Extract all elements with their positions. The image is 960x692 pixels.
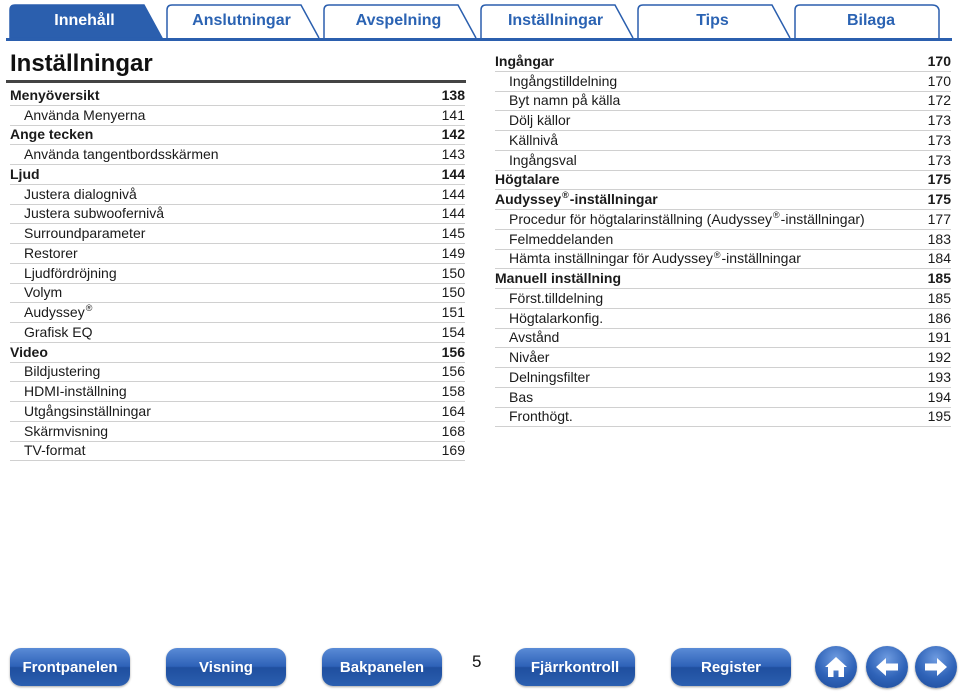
toc-entry-text: Skärmvisning (24, 422, 109, 439)
toc-entry-text: Ljudfördröjning (24, 264, 117, 281)
arrow-left-icon (873, 653, 901, 681)
toc-page-number: 164 (441, 402, 465, 419)
toc-entry-text: Ljud (10, 165, 40, 182)
toc-page-number: 149 (441, 244, 465, 261)
toc-page-number: 192 (927, 349, 951, 365)
toc-page-number: 193 (927, 368, 951, 385)
toc-entry-text: Ingångsval (509, 151, 577, 168)
toc-entry-label (495, 152, 577, 169)
toc-left-column (10, 86, 465, 461)
home-icon (822, 653, 850, 681)
toc-entry[interactable] (495, 388, 951, 408)
toc-entry-label (495, 191, 658, 208)
toc-entry-label (10, 363, 100, 380)
toc-entry-text-suffix: -inställningar (569, 191, 658, 207)
toc-entry[interactable] (10, 106, 465, 126)
toc-entry[interactable] (495, 72, 951, 92)
toc-entry-text: Bas (509, 388, 534, 405)
tab-label: Anslutningar (192, 12, 291, 29)
toc-page-number: 156 (441, 343, 465, 360)
toc-page-number: 150 (441, 264, 465, 281)
toc-entry-label (495, 369, 590, 386)
toc-page-number: 144 (441, 165, 465, 182)
toc-entry-text: Nivåer (509, 349, 550, 365)
registered-mark: ® (562, 190, 569, 201)
toc-page-number: 156 (441, 363, 465, 380)
toc-entry-label (10, 205, 164, 222)
toc-entry-text-suffix: -inställningar) (780, 210, 865, 227)
toc-page-number: 141 (441, 106, 465, 123)
toc-entry[interactable] (495, 131, 951, 151)
toc-entry-text: Menyöversikt (10, 86, 100, 103)
toc-entry[interactable] (10, 126, 465, 146)
title-divider (6, 80, 466, 83)
toc-entry[interactable] (10, 205, 465, 225)
toc-page-number: 169 (441, 442, 465, 459)
toc-entry-text: Video (10, 343, 48, 360)
toc-entry-label (495, 53, 554, 70)
toc-entry-label (10, 423, 108, 440)
toc-entry[interactable] (10, 382, 465, 402)
toc-page-number: 142 (441, 126, 465, 143)
tab-bar (0, 0, 960, 42)
toc-entry-text: Ingångar (495, 52, 555, 69)
toc-entry-text: Grafisk EQ (24, 323, 93, 340)
toc-entry[interactable] (495, 190, 951, 210)
toc-page-number: 170 (927, 52, 951, 69)
toc-page-number: 185 (927, 270, 951, 286)
toc-entry-label (495, 231, 613, 248)
toc-entry[interactable] (495, 210, 951, 230)
toc-entry-text: Avstånd (509, 329, 560, 346)
previous-page-button[interactable] (866, 646, 908, 688)
toc-entry-text: Surroundparameter (24, 225, 146, 241)
toc-entry-label (495, 389, 533, 406)
registered-mark: ® (713, 249, 721, 260)
toc-entry-text: Delningsfilter (509, 368, 590, 385)
toc-entry[interactable] (495, 289, 951, 309)
toc-entry-text: Bildjustering (24, 363, 101, 380)
toc-entry-text: Utgångsinställningar (24, 402, 151, 419)
toc-entry-label (495, 290, 603, 307)
tab-playback[interactable] (320, 4, 477, 38)
toc-entry-label (10, 245, 78, 262)
display-button[interactable]: Visning (166, 648, 286, 686)
toc-entry-text: HDMI-inställning (24, 383, 127, 399)
toc-entry-text: Först.tilldelning (509, 289, 604, 306)
toc-entry-label (10, 225, 145, 242)
toc-entry[interactable] (495, 92, 951, 112)
toc-entry[interactable] (10, 363, 465, 383)
page-number: 5 (472, 652, 482, 671)
toc-page-number: 184 (927, 250, 951, 267)
toc-page-number: 194 (927, 388, 951, 405)
toc-page-number: 186 (927, 309, 951, 326)
toc-entry-label (495, 250, 801, 267)
arrow-right-icon (922, 653, 950, 681)
toc-entry-label (10, 265, 117, 282)
next-page-button[interactable] (915, 646, 957, 688)
tab-label: Inställningar (507, 12, 604, 29)
toc-entry-label (495, 171, 560, 188)
toc-entry-label (10, 344, 48, 361)
index-button[interactable]: Register (671, 648, 791, 686)
tab-contents[interactable] (6, 4, 163, 38)
toc-page-number: 173 (927, 112, 951, 128)
toc-entry-text: Procedur för högtalarinställning (Audyssey (509, 210, 773, 227)
tab-connections[interactable] (163, 4, 320, 38)
toc-entry-text: Justera subwoofernivå (24, 205, 165, 222)
toc-entry-label (495, 92, 620, 109)
toc-entry-label (495, 310, 603, 327)
toc-page-number: 175 (927, 191, 951, 207)
toc-page-number: 138 (441, 86, 465, 103)
page-title: Inställningar (10, 50, 153, 77)
toc-entry-text: Dölj källor (509, 112, 571, 128)
tab-settings[interactable] (477, 4, 634, 38)
toc-page-number: 175 (927, 171, 951, 188)
registered-mark: ® (773, 210, 780, 221)
toc-page-number: 195 (927, 408, 951, 425)
remote-control-button[interactable]: Fjärrkontroll (515, 648, 635, 686)
toc-entry-label (10, 442, 85, 459)
toc-entry[interactable] (10, 284, 465, 304)
toc-entry[interactable] (10, 264, 465, 284)
toc-entry[interactable] (495, 368, 951, 388)
toc-entry[interactable] (10, 303, 465, 323)
toc-entry[interactable] (495, 309, 951, 329)
toc-entry-text: Fronthögt. (509, 408, 573, 425)
toc-entry[interactable] (495, 329, 951, 349)
toc-entry[interactable] (495, 171, 951, 191)
toc-entry-text: Felmeddelanden (509, 230, 614, 247)
toc-page-number: 151 (441, 304, 465, 320)
tab-label: Tips (696, 12, 729, 29)
tab-divider (6, 38, 952, 41)
toc-entry[interactable] (10, 402, 465, 422)
tab-appendix[interactable] (791, 4, 951, 38)
toc-entry[interactable] (10, 86, 465, 106)
toc-page-number: 183 (927, 230, 951, 247)
toc-entry-label (10, 186, 137, 203)
toc-entry-text: Högtalarkonfig. (509, 309, 604, 326)
toc-page-number: 144 (441, 205, 465, 222)
toc-entry-label (495, 132, 558, 149)
toc-entry-label (495, 73, 617, 90)
toc-entry[interactable] (10, 422, 465, 442)
toc-entry-label (495, 349, 549, 366)
toc-page-number: 170 (927, 72, 951, 89)
toc-entry-label (495, 270, 621, 287)
tab-tips[interactable] (634, 4, 791, 38)
home-button[interactable] (815, 646, 857, 688)
tab-label: Bilaga (846, 12, 895, 29)
toc-entry-label (495, 408, 573, 425)
toc-page-number: 172 (927, 92, 951, 109)
toc-entry[interactable] (495, 408, 951, 428)
toc-entry-label (10, 146, 219, 163)
toc-entry-label (10, 304, 93, 321)
toc-entry[interactable] (10, 165, 465, 185)
toc-entry[interactable] (495, 269, 951, 289)
toc-entry-text: Audyssey (24, 304, 85, 320)
toc-entry[interactable] (495, 250, 951, 270)
toc-entry-label (495, 112, 570, 129)
toc-entry[interactable] (495, 52, 951, 72)
toc-page-number: 158 (441, 383, 465, 399)
toc-entry-text: Ange tecken (10, 126, 94, 143)
toc-entry[interactable] (10, 145, 465, 165)
front-panel-button[interactable]: Frontpanelen (10, 648, 130, 686)
toc-entry[interactable] (10, 185, 465, 205)
toc-entry-label (10, 324, 92, 341)
toc-entry-text: Manuell inställning (495, 270, 622, 286)
toc-entry-label (10, 126, 93, 143)
toc-entry-text: Audyssey (495, 191, 562, 207)
toc-page-number: 177 (927, 210, 951, 227)
toc-entry[interactable] (495, 348, 951, 368)
toc-entry[interactable] (10, 224, 465, 244)
toc-entry-text: TV-format (24, 442, 86, 459)
toc-entry-text: Använda tangentbordsskärmen (24, 146, 219, 162)
toc-page-number: 191 (927, 329, 951, 346)
toc-page-number: 144 (441, 185, 465, 202)
toc-entry-label (495, 211, 865, 228)
toc-entry-text: Hämta inställningar för Audyssey (509, 250, 713, 267)
toc-entry-text-suffix: -inställningar (721, 250, 801, 267)
tab-label: Innehåll (54, 12, 115, 29)
toc-entry-label (10, 107, 145, 124)
toc-entry-label (10, 383, 127, 400)
toc-entry[interactable] (10, 244, 465, 264)
toc-entry-text: Högtalare (495, 171, 560, 188)
toc-right-column (495, 52, 951, 427)
toc-page-number: 150 (441, 284, 465, 301)
toc-entry-text: Byt namn på källa (509, 92, 621, 109)
toc-entry-text: Restorer (24, 244, 78, 261)
toc-entry-text: Använda Menyerna (24, 106, 146, 123)
toc-entry[interactable] (495, 230, 951, 250)
toc-entry-text: Volym (24, 284, 63, 301)
toc-entry-label (10, 87, 99, 104)
toc-entry-text: Källnivå (509, 131, 559, 148)
toc-entry[interactable] (10, 442, 465, 462)
toc-page-number: 168 (441, 422, 465, 439)
toc-page-number: 173 (927, 131, 951, 148)
registered-mark: ® (85, 303, 93, 314)
toc-entry[interactable] (495, 111, 951, 131)
toc-entry[interactable] (495, 151, 951, 171)
toc-entry[interactable] (10, 323, 465, 343)
toc-page-number: 145 (441, 225, 465, 241)
rear-panel-button[interactable]: Bakpanelen (322, 648, 442, 686)
toc-entry-label (495, 329, 559, 346)
tab-label: Avspelning (355, 12, 442, 29)
toc-entry-label (10, 403, 151, 420)
toc-page-number: 154 (441, 323, 465, 340)
toc-entry-text: Justera dialognivå (24, 185, 137, 202)
toc-page-number: 173 (927, 151, 951, 168)
toc-entry-label (10, 284, 62, 301)
toc-entry-label (10, 166, 40, 183)
toc-page-number: 143 (441, 146, 465, 162)
toc-entry[interactable] (10, 343, 465, 363)
toc-page-number: 185 (927, 289, 951, 306)
toc-entry-text: Ingångstilldelning (509, 72, 618, 89)
